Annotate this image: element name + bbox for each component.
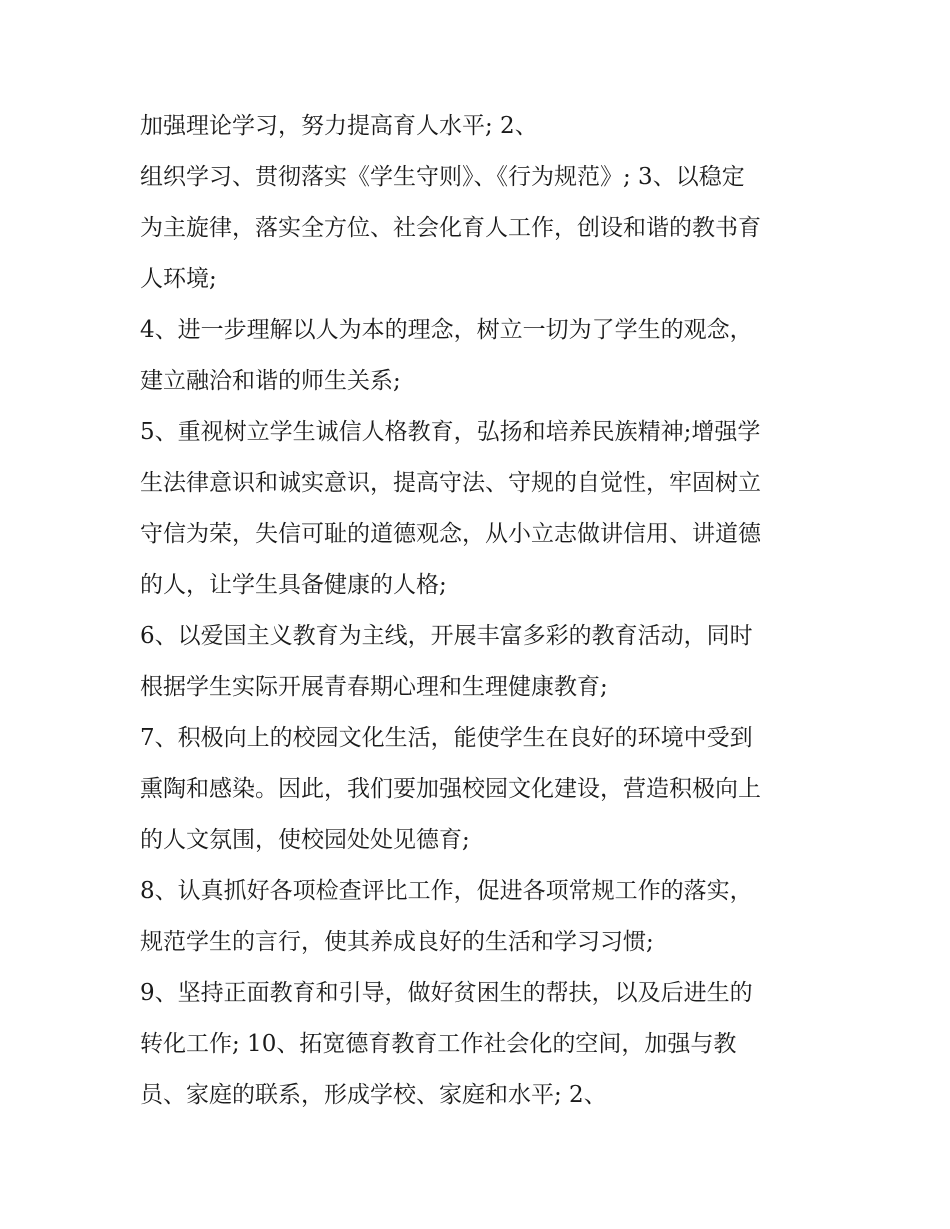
text-line: 4、进一步理解以人为本的理念，树立一切为了学生的观念，	[140, 317, 753, 343]
text-line: 人环境;	[140, 266, 217, 292]
text-line: 的人，让学生具备健康的人格;	[140, 572, 447, 598]
text-line: 员、家庭的联系，形成学校、家庭和水平; 2、	[140, 1082, 607, 1108]
text-line: 7、积极向上的校园文化生活，能使学生在良好的环境中受到	[140, 725, 753, 751]
text-line: 9、坚持正面教育和引导，做好贫困生的帮扶，以及后进生的	[140, 980, 753, 1006]
text-line: 加强理论学习，努力提高育人水平; 2、	[140, 113, 538, 139]
body-text	[140, 101, 830, 1121]
text-line: 5、重视树立学生诚信人格教育，弘扬和培养民族精神;增强学	[140, 419, 761, 445]
text-line: 组织学习、贯彻落实《学生守则》、《行为规范》; 3、以稳定	[140, 164, 745, 190]
text-line: 生法律意识和诚实意识，提高守法、守规的自觉性，牢固树立	[140, 470, 761, 496]
text-line: 守信为荣，失信可耻的道德观念，从小立志做讲信用、讲道德	[140, 521, 761, 547]
text-line: 建立融洽和谐的师生关系;	[140, 368, 401, 394]
text-line: 为主旋律，落实全方位、社会化育人工作，创设和谐的教书育	[140, 215, 761, 241]
text-line: 熏陶和感染。因此，我们要加强校园文化建设，营造积极向上	[140, 776, 761, 802]
text-line: 的人文氛围，使校园处处见德育;	[140, 827, 470, 853]
text-line: 6、以爱国主义教育为主线，开展丰富多彩的教育活动，同时	[140, 623, 753, 649]
text-line: 8、认真抓好各项检查评比工作，促进各项常规工作的落实，	[140, 878, 753, 904]
text-line: 根据学生实际开展青春期心理和生理健康教育;	[140, 674, 608, 700]
text-line: 转化工作; 10、拓宽德育教育工作社会化的空间，加强与教	[140, 1031, 737, 1057]
text-line: 规范学生的言行，使其养成良好的生活和学习习惯;	[140, 929, 654, 955]
